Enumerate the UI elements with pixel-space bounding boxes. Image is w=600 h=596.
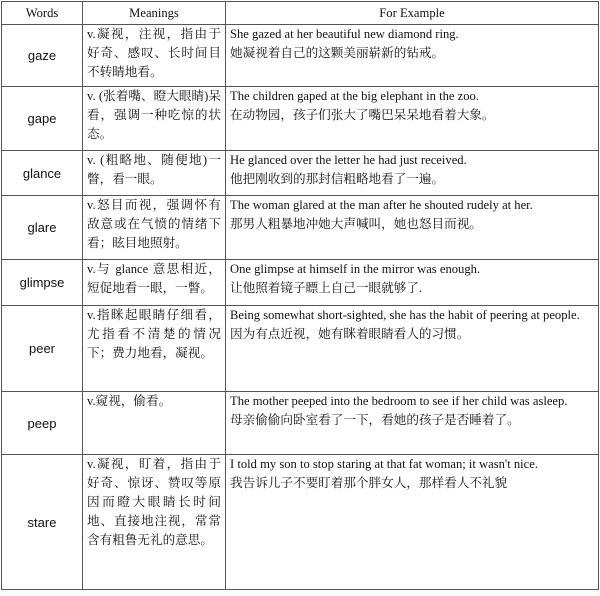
meaning-cell: v.与 glance 意思相近，短促地看一眼，一瞥。 bbox=[83, 260, 226, 306]
vocabulary-table bbox=[1, 1, 599, 590]
table-row bbox=[2, 392, 599, 455]
example-english: He glanced over the letter he had just received. bbox=[230, 153, 467, 167]
example-chinese: 在动物园，孩子们张大了嘴巴呆呆地看着大象。 bbox=[230, 108, 495, 122]
example-cell bbox=[226, 306, 599, 392]
example-cell bbox=[226, 196, 599, 260]
example-cell bbox=[226, 455, 599, 590]
example-english: The children gaped at the big elephant in the zoo. bbox=[230, 89, 479, 103]
meaning-cell: v. (张着嘴、瞪大眼睛)呆看，强调一种吃惊的状态。 bbox=[83, 87, 226, 151]
example-cell bbox=[226, 25, 599, 87]
example-english: One glimpse at himself in the mirror was enough. bbox=[230, 262, 481, 276]
table-row bbox=[2, 25, 599, 87]
meaning-cell: v.窥视，偷看。 bbox=[83, 392, 226, 455]
word-cell: glare bbox=[2, 196, 83, 260]
example-chinese: 她凝视着自己的这颗美丽崭新的钻戒。 bbox=[230, 46, 445, 60]
header-words: Words bbox=[2, 2, 83, 25]
example-chinese: 那男人粗暴地冲她大声喊叫，她也怒目而视。 bbox=[230, 217, 482, 231]
table-row bbox=[2, 306, 599, 392]
header-meanings: Meanings bbox=[83, 2, 226, 25]
example-english: The woman glared at the man after he shouted rudely at her. bbox=[230, 198, 533, 212]
example-english: Being somewhat short-sighted, she has the habit of peering at people. bbox=[230, 308, 580, 322]
word-cell: stare bbox=[2, 455, 83, 590]
example-english: The mother peeped into the bedroom to see if her child was asleep. bbox=[230, 394, 568, 408]
example-cell bbox=[226, 392, 599, 455]
example-chinese: 他把刚收到的那封信粗略地看了一遍。 bbox=[230, 172, 445, 186]
word-cell: glimpse bbox=[2, 260, 83, 306]
table-row bbox=[2, 260, 599, 306]
example-chinese: 母亲偷偷向卧室看了一下，看她的孩子是否睡着了。 bbox=[230, 413, 520, 427]
word-cell: gaze bbox=[2, 25, 83, 87]
example-english: I told my son to stop staring at that fat woman; it wasn't nice. bbox=[230, 457, 538, 471]
table-row bbox=[2, 196, 599, 260]
header-for-example: For Example bbox=[226, 2, 599, 25]
meaning-cell: v.凝视，注视，指由于好奇、感叹、长时间目不转睛地看。 bbox=[83, 25, 226, 87]
example-chinese: 让他照着镜子瞟上自己一眼就够了. bbox=[230, 281, 423, 295]
word-cell: glance bbox=[2, 151, 83, 196]
word-cell: peep bbox=[2, 392, 83, 455]
example-cell bbox=[226, 151, 599, 196]
table-row bbox=[2, 87, 599, 151]
header-row bbox=[2, 2, 599, 25]
word-cell: gape bbox=[2, 87, 83, 151]
example-cell bbox=[226, 260, 599, 306]
table-row bbox=[2, 455, 599, 590]
meaning-cell: v.凝视，盯着，指由于好奇、惊讶、赞叹等原因而瞪大眼睛长时间地、直接地注视，常常含有粗鲁无礼的意思。 bbox=[83, 455, 226, 590]
meaning-cell: v. (粗略地、随便地)一瞥，看一眼。 bbox=[83, 151, 226, 196]
table-row bbox=[2, 151, 599, 196]
meaning-cell: v.指眯起眼睛仔细看，尤指看不清楚的情况下；费力地看，凝视。 bbox=[83, 306, 226, 392]
example-english: She gazed at her beautiful new diamond ring. bbox=[230, 27, 459, 41]
word-cell: peer bbox=[2, 306, 83, 392]
example-chinese: 我告诉儿子不要盯着那个胖女人，那样看人不礼貌 bbox=[230, 476, 508, 490]
meaning-cell: v.怒目而视，强调怀有敌意或在气愤的情绪下看；眩目地照射。 bbox=[83, 196, 226, 260]
example-chinese: 因为有点近视，她有眯着眼睛看人的习惯。 bbox=[230, 327, 470, 341]
example-cell bbox=[226, 87, 599, 151]
